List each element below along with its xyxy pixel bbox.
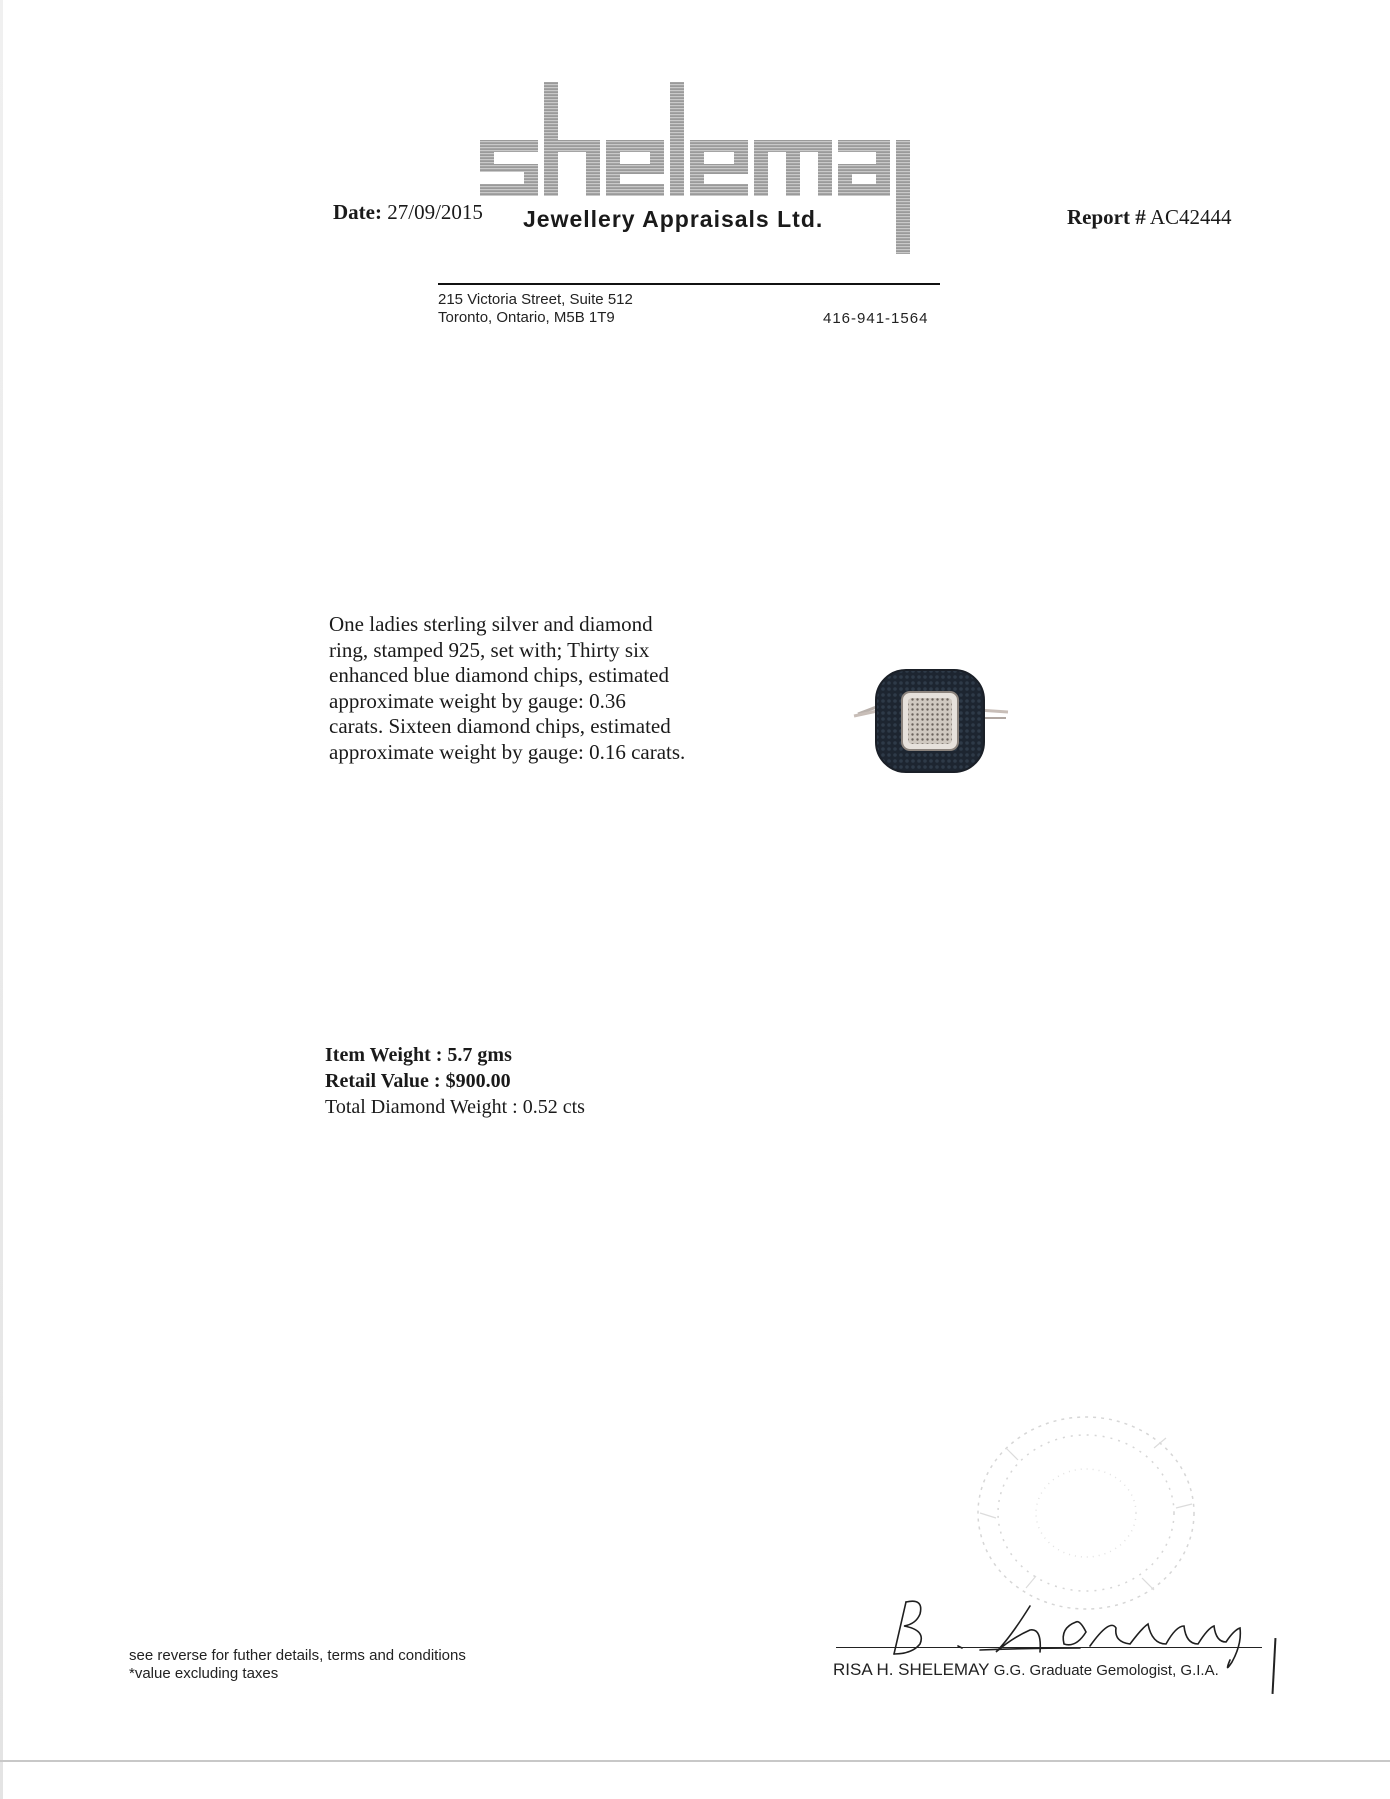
- description-line: carats. Sixteen diamond chips, estimated: [329, 714, 671, 738]
- header-divider: [438, 283, 940, 285]
- tax-note: *value excluding taxes: [129, 1665, 279, 1682]
- item-weight-value: 5.7 gms: [447, 1044, 512, 1066]
- description-line: approximate weight by gauge: 0.36: [329, 688, 626, 713]
- scan-edge: [0, 0, 3, 1799]
- item-description: [329, 612, 759, 765]
- total-diamond-weight-value: 0.52 cts: [522, 1096, 585, 1118]
- report-label: Report #: [1067, 205, 1146, 229]
- total-diamond-weight-row: [325, 1094, 585, 1120]
- description-line: One ladies sterling silver and diamond: [329, 612, 653, 636]
- seal-icon: [966, 1408, 1206, 1618]
- terms-note: see reverse for futher details, terms and conditions: [129, 1647, 466, 1664]
- description-line: enhanced blue diamond chips, estimated: [329, 663, 669, 687]
- ring-photo: [850, 662, 1010, 778]
- item-specs: [325, 1042, 585, 1120]
- address-line-1: 215 Victoria Street, Suite 512: [438, 291, 633, 308]
- retail-value-value: $900.00: [445, 1070, 511, 1092]
- retail-value-row: [325, 1068, 585, 1094]
- report-value: AC42444: [1149, 205, 1232, 229]
- address-line-2: Toronto, Ontario, M5B 1T9: [438, 309, 615, 326]
- embossed-seal: [966, 1408, 1206, 1618]
- report-date: [333, 200, 483, 225]
- signatory-name: RISA H. SHELEMAY: [833, 1660, 990, 1679]
- company-name: Jewellery Appraisals Ltd.: [523, 206, 824, 232]
- item-weight-row: [325, 1042, 585, 1068]
- signatory-credentials: G.G. Graduate Gemologist, G.I.A.: [993, 1662, 1219, 1679]
- footer-notes: [129, 1647, 466, 1683]
- total-diamond-weight-label: Total Diamond Weight :: [325, 1096, 518, 1118]
- company-phone: 416-941-1564: [823, 310, 929, 327]
- description-line: approximate weight by gauge: 0.16 carats.: [329, 739, 686, 764]
- date-value: 27/09/2015: [387, 200, 483, 224]
- item-weight-label: Item Weight :: [325, 1044, 443, 1066]
- scan-edge-bottom: [0, 1760, 1390, 1762]
- signatory: [833, 1660, 1219, 1680]
- company-address: [438, 291, 633, 327]
- date-label: Date:: [333, 200, 382, 224]
- report-number: [1067, 205, 1232, 230]
- ring-photo-icon: [850, 662, 1010, 778]
- signature-line: [836, 1647, 1262, 1648]
- retail-value-label: Retail Value :: [325, 1070, 441, 1092]
- description-line: ring, stamped 925, set with; Thirty six: [329, 637, 650, 662]
